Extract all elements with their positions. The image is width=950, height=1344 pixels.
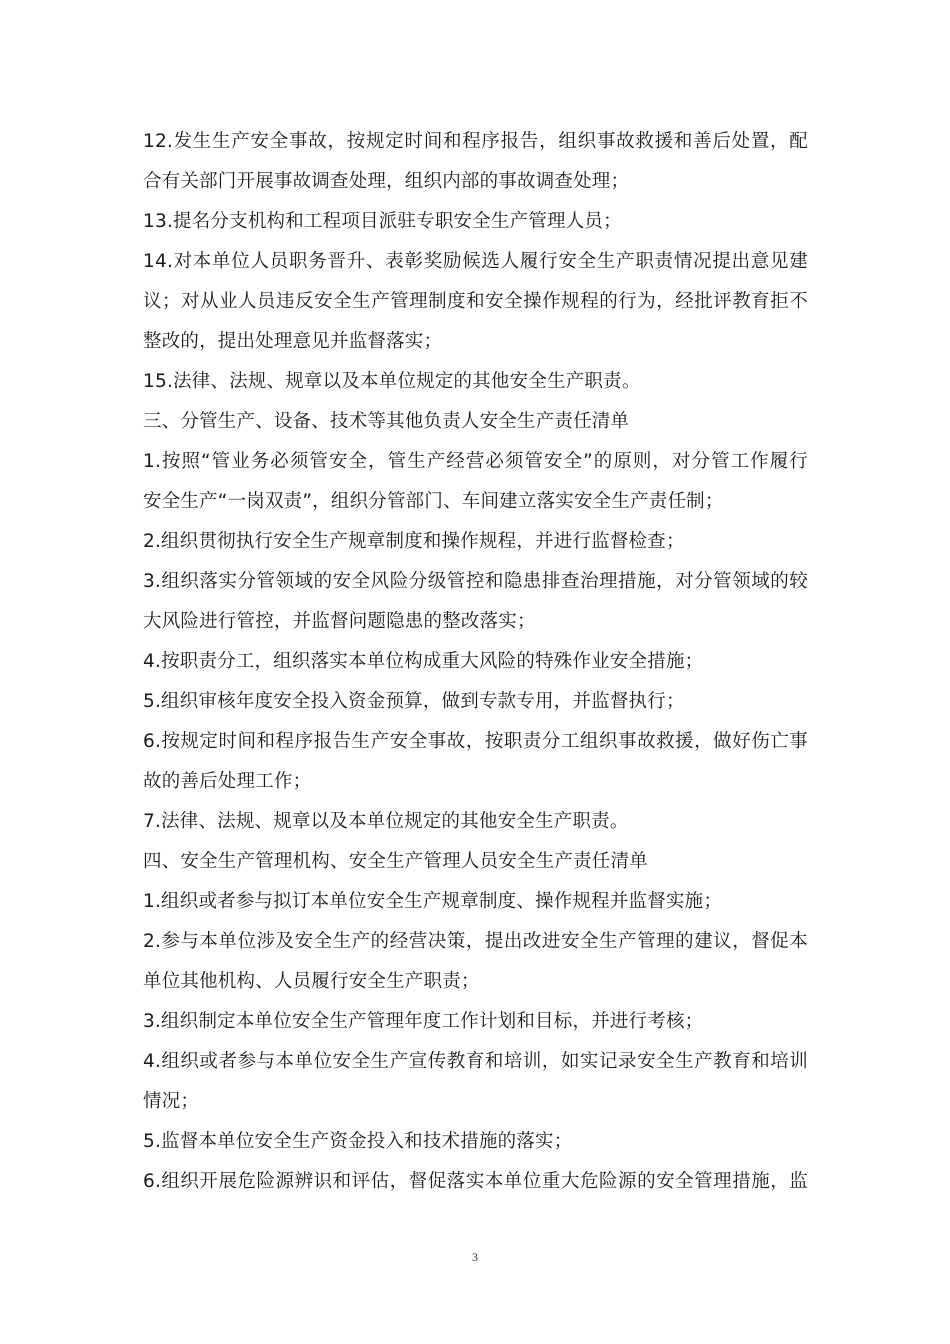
text-line: 四、安全生产管理机构、安全生产管理人员安全生产责任清单 xyxy=(143,851,648,872)
text-line: 安全生产“一岗双责”，组织分管部门、车间建立落实安全生产责任制； xyxy=(143,491,724,512)
text-line: 三、分管生产、设备、技术等其他负责人安全生产责任清单 xyxy=(143,411,630,432)
text-line: 大风险进行管控，并监督问题隐患的整改落实； xyxy=(143,611,536,632)
page-number: 3 xyxy=(472,1250,478,1264)
text-line: 合有关部门开展事故调查处理，组织内部的事故调查处理； xyxy=(143,171,630,192)
text-line: 7.法律、法规、规章以及本单位规定的其他安全生产职责。 xyxy=(143,811,629,832)
document-body xyxy=(143,122,808,1202)
text-line: 13.提名分支机构和工程项目派驻专职安全生产管理人员； xyxy=(143,211,622,232)
text-line: 单位其他机构、人员履行安全生产职责； xyxy=(143,971,480,992)
text-line: 1.组织或者参与拟订本单位安全生产规章制度、操作规程并监督实施； xyxy=(143,891,723,912)
text-line: 4.组织或者参与本单位安全生产宣传教育和培训，如实记录安全生产教育和培训 xyxy=(143,1051,808,1072)
text-line: 整改的，提出处理意见并监督落实； xyxy=(143,331,443,352)
text-line: 12.发生生产安全事故，按规定时间和程序报告，组织事故救援和善后处置，配 xyxy=(143,131,808,152)
text-line: 3.组织制定本单位安全生产管理年度工作计划和目标，并进行考核； xyxy=(143,1011,704,1032)
text-line: 故的善后处理工作； xyxy=(143,771,312,792)
text-line: 6.按规定时间和程序报告生产安全事故，按职责分工组织事故救援，做好伤亡事 xyxy=(143,731,808,752)
text-line: 1.按照“管业务必须管安全，管生产经营必须管安全”的原则，对分管工作履行 xyxy=(143,451,808,472)
text-line: 议；对从业人员违反安全生产管理制度和安全操作规程的行为，经批评教育拒不 xyxy=(143,291,808,312)
text-line: 4.按职责分工，组织落实本单位构成重大风险的特殊作业安全措施； xyxy=(143,651,704,672)
text-line: 情况； xyxy=(143,1091,200,1112)
text-line: 3.组织落实分管领域的安全风险分级管控和隐患排查治理措施，对分管领域的较 xyxy=(143,571,808,592)
text-line: 2.参与本单位涉及安全生产的经营决策，提出改进安全生产管理的建议，督促本 xyxy=(143,931,808,952)
text-line: 5.监督本单位安全生产资金投入和技术措施的落实； xyxy=(143,1131,573,1152)
text-line: 14.对本单位人员职务晋升、表彰奖励候选人履行安全生产职责情况提出意见建 xyxy=(143,251,808,272)
text-line: 15.法律、法规、规章以及本单位规定的其他安全生产职责。 xyxy=(143,371,641,392)
text-line: 6.组织开展危险源辨识和评估，督促落实本单位重大危险源的安全管理措施，监 xyxy=(143,1171,808,1192)
text-line: 5.组织审核年度安全投入资金预算，做到专款专用，并监督执行； xyxy=(143,691,685,712)
text-line: 2.组织贯彻执行安全生产规章制度和操作规程，并进行监督检查； xyxy=(143,531,685,552)
